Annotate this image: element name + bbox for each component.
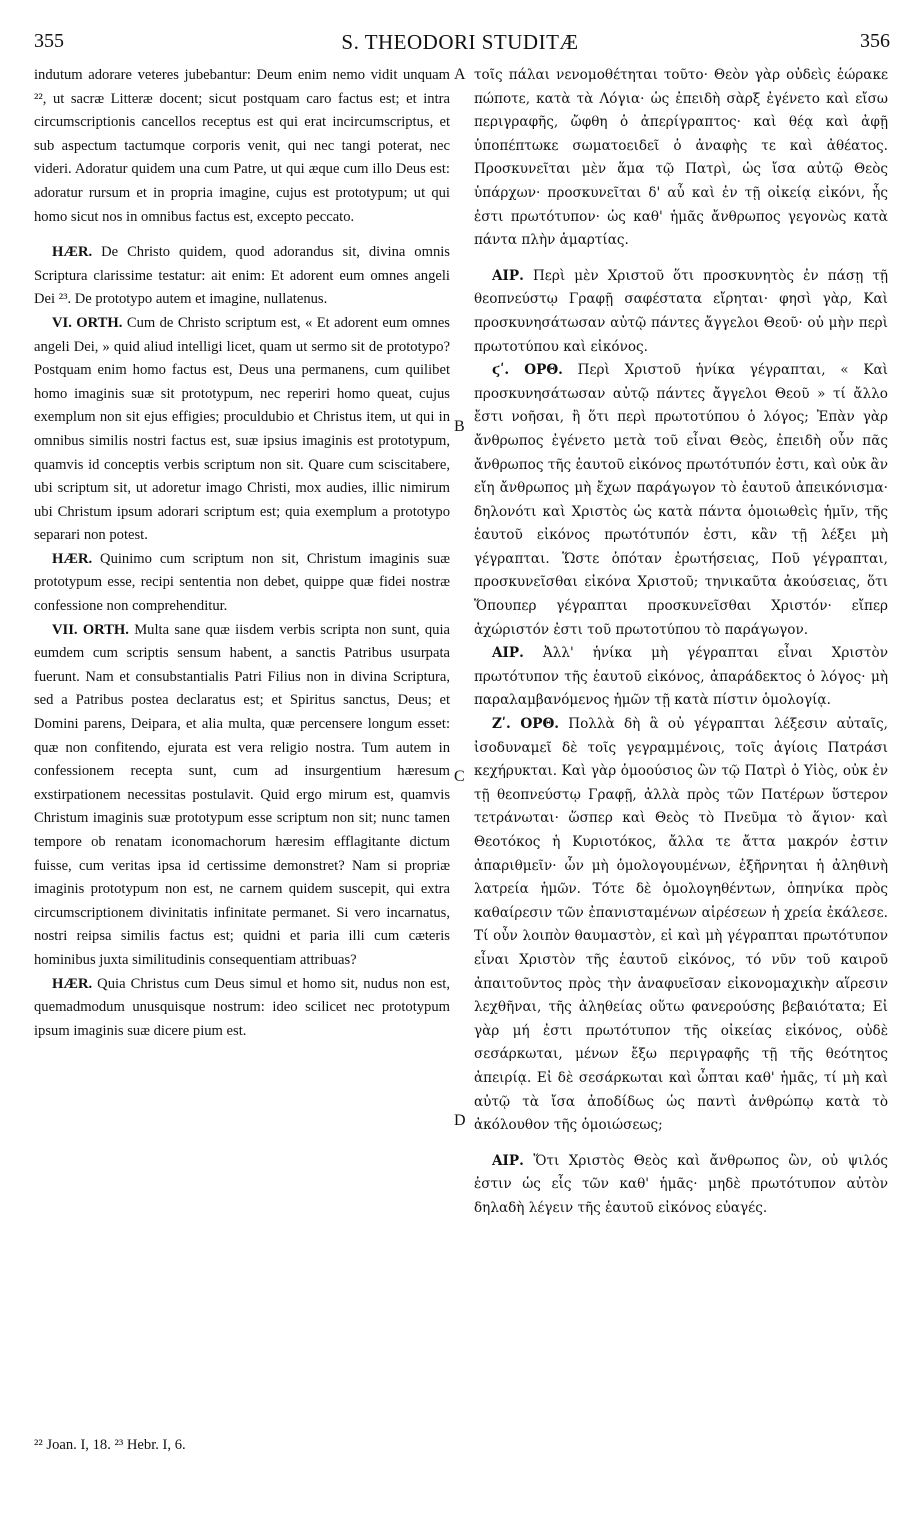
- speaker-label: VI. ORTH.: [52, 314, 123, 331]
- margin-marker-b: B: [454, 418, 465, 435]
- greek-paragraph: ϛʹ. ΟΡΘ. Περὶ Χριστοῦ ἡνίκα γέγραπται, « Καὶ προσκυνησάτωσαν αὐτῷ πάντες ἄγγελοι Θεοῦ » τί ἄλλο ἔστι νοῆσαι, ἢ ὅτι περὶ πρωτοτύπου ὁ λόγος; Ἐπὰν γὰρ ἄνθρωπος ἐγένετο μετὰ τοῦ εἶναι Θεὸς, ἐπειδὴ οὖν πᾶς ἄνθρωπος τῆς ἑαυτοῦ εἰκόνος πρωτότυπόν ἐστι, καὶ οὐκ ἂν εἴη ἄνθρωπος μὴ ἔχων παράγωγον τὸ ἑαυτοῦ ἀπεικόνισμα· δηλονότι καὶ Χριστὸς ὡς κατὰ πάντα ὁμοιωθεὶς ἡμῖν, τῆς ἑαυτοῦ εἰκόνος πρωτότυπόν ἐστι, κἂν τῇ λέξει μὴ γέγραπται. Ὥστε ὁπόταν ἐρωτήσειας, Ποῦ γέγραπται, προσκυνεῖσθαι εἰκόνα Χριστοῦ; τηνικαῦτα ἀκούσειας, ὅτι Ὅπουπερ γέγραπται προσκυνεῖσθαι Χριστόν· εἴπερ ἀχώριστόν ἐστι τοῦ πρωτοτύπου τὸ παράγωγον.: [474, 362, 888, 638]
- greek-paragraph: τοῖς πάλαι νενομοθέτηται τοῦτο· Θεὸν γὰρ οὐδεὶς ἑώρακε πώποτε, κατὰ τὰ Λόγια· ὡς ἐπειδὴ σὰρξ ἐγένετο καὶ εἴσω περιγραφῆς, ὤφθη ὁ ἀπερίγραπτος· καὶ θέᾳ καὶ ἀφῇ ὑποπέπτωκε σωματοειδεῖ ὁ ἀναφὴς τε καὶ ἀθέατος. Προσκυνεῖται μὲν ἅμα τῷ Πατρὶ, ὡς ἴσα αὐτῷ Θεὸς ὑπάρχων· προσκυνεῖται δ' αὖ καὶ ἐν τῇ οἰκείᾳ εἰκόνι, ἧς ἐστι πρωτότυπον· ὡς καθ' ἡμᾶς ἄνθρωπος γεγονὼς κατὰ πάντα πλὴν ἁμαρτίας.: [474, 67, 888, 249]
- running-header: [0, 30, 920, 60]
- greek-paragraph: ΑΙΡ. Ὅτι Χριστὸς Θεὸς καὶ ἄνθρωπος ὢν, οὐ ψιλός ἐστιν ὡς εἷς τῶν καθ' ἡμᾶς· μηδὲ πρωτότυπον αὐτὸν δηλαδὴ λέγειν τῆς ἑαυτοῦ εἰκόνος εὐαγές.: [474, 1152, 888, 1216]
- speaker-label: HÆR.: [52, 244, 93, 261]
- greek-paragraph: Ζʹ. ΟΡΘ. Πολλὰ δὴ ἃ οὐ γέγραπται λέξεσιν αὐταῖς, ἰσοδυναμεῖ δὲ τοῖς γεγραμμένοις, τοῖς ἁγίοις Πατράσι κεχήρυκται. Καὶ γὰρ ὁμοούσιος ὢν τῷ Πατρὶ ὁ Υἱὸς, οὐκ ἐν τῇ θεοπνεύστῳ Γραφῇ, ἀλλὰ πρὸς τῶν Πατέρων ὕστερον τετράνωται· ὥσπερ καὶ Θεὸς τὸ Πνεῦμα τὸ ἅγιον· καὶ Θεοτόκος ἡ Κυριοτόκος, ἄλλα τε ἄττα μακρόν ἐστιν ἀπαριθμεῖν· ὧν μὴ ὁμολογουμένων, ἐξῆρνηται ἡ ἀληθινὴ λατρεία ἡμῶν. Τότε δὲ ὁμολογηθέντων, ὁπηνίκα πρὸς καθαίρεσιν τῶν ἐπανισταμένων αἱρέσεων ἡ χρεία ἐκάλεσε. Τί οὖν λοιπὸν θαυμαστὸν, εἰ καὶ μὴ γέγραπται πρωτότυπον εἶναι Χριστὸν τῆς ἑαυτοῦ εἰκόνος, τό νῦν τοῦ καιροῦ ἀπαιτοῦντος πρὸς τὴν ἀναφυεῖσαν εἰκονομαχικὴν αἵρεσιν λεχθῆναι, τῆς ἀληθείας οὕτω φανερούσης βεβαιότατα; Εἰ γὰρ μή ἐστι πρωτότυπον τῆς οἰκείας εἰκόνος, οὐδὲ σεσάρκωται, μένων ἔξω περιγραφῆς τῇ τῆς θεότητος ἀπειρίᾳ. Εἰ δὲ σεσάρκωται καὶ ὦπται καθ' ἡμᾶς, τί μὴ καὶ αὐτῷ τὰ ἴσα ἀποδίδως ὡς παντὶ ἀνθρώπῳ κατὰ τὸ ἀκόλουθον τῆς ὁμοιώσεως;: [474, 716, 888, 1134]
- latin-paragraph: indutum adorare veteres jubebantur: Deum enim nemo vidit unquam ²², ut sacræ Litteræ docent; sicut postquam caro factus est; et intra circumscriptionis cancellos receptus est qui erat incircumscriptus, et sub aspectum tactumque corporis venit, qui nec tangi poterat, nec videri. Adoratur quidem una cum Patre, ut qui æque cum illo Deus est: adoratur rursum et in propria imagine, cujus est prototypum; ut qui homo sicut nos in omnibus factus est, excepto peccato.: [34, 67, 450, 225]
- latin-column: [34, 64, 450, 1043]
- latin-paragraph: VI. ORTH. Cum de Christo scriptum est, « Et adorent eum omnes angeli Dei, » quid aliud intelligi licet, quam ut sermo sit de prototypo? Postquam enim homo factus est, Deus una permanens, cum quilibet homo imaginis suæ sit prototypum, nec reperiri homo queat, cujus exemplum non sit ejus effigies; proculdubio et Christus item, ut qui in omnibus similis nostri factus est, suæ ipsius imaginis est prototypum, quamvis id conceptis verbis scriptum non sit. Quare cum sciscitabere, ubi scriptum sit, ut adoretur imago Christi, mox audies, illic nimirum ubi Christum ipsum adorari scriptum est; quia exemplum a prototypo separari non potest.: [34, 314, 450, 544]
- speaker-label: ϛʹ. ΟΡΘ.: [492, 362, 563, 379]
- speaker-label: HÆR.: [52, 975, 93, 992]
- margin-marker-d: D: [454, 1112, 466, 1129]
- speaker-label: ΑΙΡ.: [492, 267, 524, 284]
- latin-paragraph: HÆR. De Christo quidem, quod adorandus sit, divina omnis Scriptura clarissime testatur: ait enim: Et adorent eum omnes angeli Dei ²³. De prototypo autem et imagine, nullatenus.: [34, 244, 450, 308]
- latin-paragraph: HÆR. Quia Christus cum Deus simul et homo sit, nudus non est, quemadmodum unusquisque nostrum: ideo scilicet nec prototypum ipsum imaginis suæ dicere pium est.: [34, 975, 450, 1039]
- right-page-number: 356: [860, 30, 890, 52]
- greek-column: [474, 64, 888, 1221]
- greek-paragraph: ΑΙΡ. Ἀλλ' ἡνίκα μὴ γέγραπται εἶναι Χριστὸν πρωτότυπον τῆς ἑαυτοῦ εἰκόνος, ἀπαράδεκτος ὁ λόγος· μὴ παραλαμβανόμενος ἡμῶν τῇ κατὰ πίστιν ὁμολογίᾳ.: [474, 645, 888, 709]
- running-title: S. THEODORI STUDITÆ: [341, 30, 579, 54]
- speaker-label: Ζʹ. ΟΡΘ.: [492, 716, 560, 733]
- speaker-label: ΑΙΡ.: [492, 1152, 524, 1169]
- footnote: ²² Joan. I, 18. ²³ Hebr. I, 6.: [34, 1437, 186, 1453]
- greek-paragraph: ΑΙΡ. Περὶ μὲν Χριστοῦ ὅτι προσκυνητὸς ἐν πάσῃ τῇ θεοπνεύστῳ Γραφῇ σαφέστατα εἴρηται· φησὶ γὰρ, Καὶ προσκυνησάτωσαν αὐτῷ πάντες ἄγγελοι Θεοῦ· οὐ μὴν περὶ πρωτοτύπου καὶ εἰκόνος.: [474, 267, 888, 355]
- speaker-label: VII. ORTH.: [52, 621, 129, 638]
- margin-marker-c: C: [454, 768, 465, 785]
- left-page-number: 355: [34, 30, 64, 52]
- latin-paragraph: VII. ORTH. Multa sane quæ iisdem verbis scripta non sunt, quia eumdem cum scriptis sensum habent, a sanctis Patribus usurpata fuerunt. Nam et consubstantialis Patri Filius non in divina Scriptura, sed a Patribus postea declaratus est; et Spiritus sanctus, Deus; et Domini parens, Deipara, et alia multa, quæ percensere longum esset: quæ non confitendo, ejurata est vera religio nostra. Tum autem in confessionem recepta sunt, cum ad insurgentium hæresum exstirpationem necessitas postulavit. Quid ergo mirum est, quamvis Christum imaginis suæ prototypum esse scriptum non sit; nunc tamen tempore ob renatam iconomachorum hæresim efflagitante dictum fuisse, cum veritas ipsa id certissime demonstret? Nam si propriæ imaginis prototypum non est, ne carnem quidem suscepit, qui extra circumscriptionem divinitatis infinitate permanet. Si vero incarnatus, nostri reipsa similis factus est; quidni et paria illi cum cæteris hominibus juxta similitudinis consequentiam attribuas?: [34, 621, 450, 968]
- latin-paragraph: HÆR. Quinimo cum scriptum non sit, Christum imaginis suæ prototypum esse, recipi sententia non debet, quippe quæ fidei nostræ confessione non comprehenditur.: [34, 550, 450, 615]
- margin-marker-a: A: [454, 66, 466, 83]
- speaker-label: HÆR.: [52, 550, 93, 567]
- speaker-label: ΑΙΡ.: [492, 645, 524, 662]
